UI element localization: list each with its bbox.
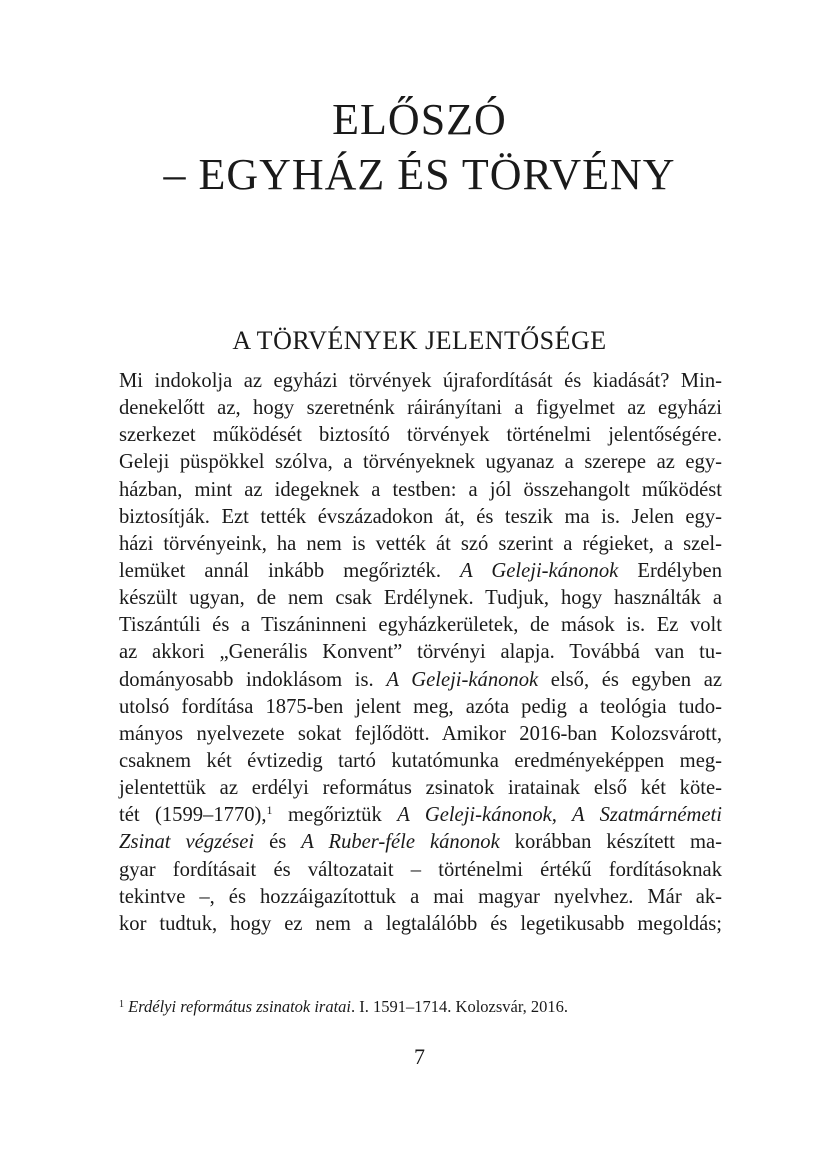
text-segment: Mi indokolja az egyházi törvények újrafordítását és kiadását? Min- — [119, 370, 722, 392]
body-line — [119, 531, 722, 558]
body-line — [119, 368, 722, 395]
body-line — [119, 721, 722, 748]
text-segment: Geleji püspökkel szólva, a törvényeknek ugyanaz a szerepe az egy- — [119, 451, 722, 474]
body-line — [119, 694, 722, 721]
italic-title: A Ruber-féle kánonok — [301, 831, 500, 854]
chapter-title-line-2: – EGYHÁZ ÉS TÖRVÉNY — [163, 150, 676, 199]
body-line — [119, 884, 722, 911]
footnote-title: Erdélyi református zsinatok iratai — [128, 997, 352, 1016]
text-segment: az akkori „Generális Konvent” törvényi alapja. Továbbá van tu- — [119, 641, 722, 664]
text-segment: tekintve –, és hozzáigazítottuk a mai magyar nyelvhez. Már ak- — [119, 885, 722, 908]
footnote-reference: 1 — [266, 803, 273, 818]
body-line — [119, 395, 722, 422]
body-line — [119, 422, 722, 449]
text-segment: és — [254, 831, 302, 854]
text-segment: biztosítják. Ezt tették évszázadokon át, és teszik ma is. Jelen egy- — [119, 505, 722, 528]
body-line — [119, 775, 722, 802]
footnote-rest: . I. 1591–1714. Kolozsvár, 2016. — [351, 997, 569, 1016]
text-segment: gyar fordításait és változatait – történelmi értékű fordításoknak — [119, 858, 722, 881]
text-segment: dományosabb indoklásom is. — [119, 668, 387, 691]
body-line — [119, 585, 722, 612]
text-segment: készült ugyan, de nem csak Erdélynek. Tudjuk, hogy használták a — [119, 587, 722, 610]
body-line — [119, 802, 722, 829]
body-line — [119, 639, 722, 666]
body-line — [119, 504, 722, 531]
body-line — [119, 477, 722, 504]
chapter-title-line-1: ELŐSZÓ — [332, 95, 507, 144]
body-text — [119, 368, 722, 938]
text-segment: Erdélyben — [618, 559, 722, 582]
text-segment: korábban készített ma- — [499, 831, 722, 854]
text-segment: csaknem két évtizedig tartó kutatómunka eredményeképpen meg- — [119, 749, 722, 772]
text-segment: házi törvényeink, ha nem is vették át szó szerint a régieket, a szel- — [119, 532, 722, 555]
chapter-title — [0, 92, 839, 202]
text-segment: kor tudtuk, hogy ez nem a legtalálóbb és legetikusabb megoldás; — [119, 912, 722, 935]
text-segment: utolsó fordítása 1875-ben jelent meg, azóta pedig a teológia tudo- — [119, 695, 722, 718]
text-segment: első, és egyben az — [538, 668, 722, 691]
body-line — [119, 911, 722, 938]
text-segment: szerkezet működését biztosító törvények történelmi jelentőségére. — [119, 424, 722, 447]
italic-title: Zsinat végzései — [119, 831, 255, 854]
page-number: 7 — [414, 1044, 425, 1069]
text-segment: tét (1599–1770), — [119, 804, 267, 827]
text-segment: mányos nyelvezete sokat fejlődött. Amikor 2016-ban Kolozsvárott, — [119, 722, 722, 745]
text-segment: házban, mint az idegeknek a testben: a jól összehangolt működést — [119, 478, 722, 501]
body-line — [119, 857, 722, 884]
body-line — [119, 748, 722, 775]
footnote — [119, 996, 722, 1018]
italic-title: A Geleji-kánonok, A Szatmárnémeti — [397, 804, 722, 827]
body-line — [119, 449, 722, 476]
text-segment: lemüket annál inkább megőrizték. — [119, 559, 461, 582]
italic-title: A Geleji-kánonok — [386, 668, 539, 691]
body-line — [119, 558, 722, 585]
text-segment: denekelőtt az, hogy szeretnénk ráirányítani a figyelmet az egyházi — [119, 397, 722, 420]
body-line — [119, 612, 722, 639]
body-line — [119, 829, 722, 856]
italic-title: A Geleji-kánonok — [460, 559, 619, 582]
section-heading: A TÖRVÉNYEK JELENTŐSÉGE — [232, 326, 607, 355]
footnote-marker: 1 — [119, 999, 124, 1010]
text-segment: Tiszántúli és a Tiszáninneni egyházkerületek, de mások is. Ez volt — [119, 614, 722, 637]
body-line — [119, 667, 722, 694]
text-segment: jelentettük az erdélyi református zsinatok iratainak első két kötе- — [119, 777, 722, 800]
text-segment: megőriztük — [272, 804, 398, 827]
